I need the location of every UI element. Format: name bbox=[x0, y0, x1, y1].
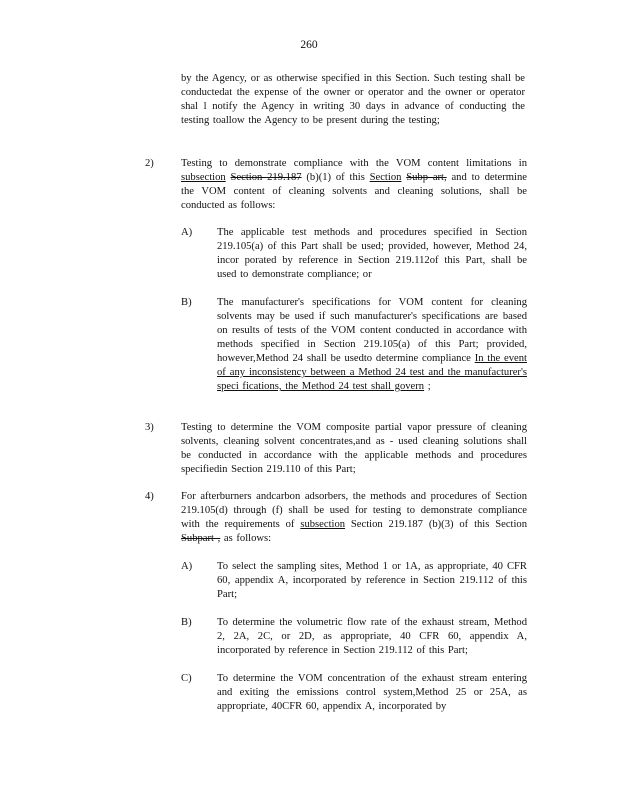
item-4-text-b: Section 219.187 (b)(3) of this Section bbox=[345, 519, 527, 530]
item-4c-label: C) bbox=[181, 673, 192, 684]
item-2-text-e: and to determine the VOM content of cleaning solvents and cleaning solutions, shall be conducted as follows: bbox=[181, 172, 527, 211]
item-2a-paragraph: The applicable test methods and procedures specified in Section 219.105(a) of this Part shall be used; provided, however, Method 24, incor porated by reference in Section 219.112of this Part, shall be used to demonstrate compliance; or bbox=[217, 227, 527, 280]
item-2b-tail: ; bbox=[424, 381, 431, 392]
item-2-deletion-2: Subp art, bbox=[406, 172, 447, 183]
item-2b-label: B) bbox=[181, 297, 192, 308]
item-4b-paragraph: To determine the volumetric flow rate of the exhaust stream, Method 2, 2A, 2C, or 2D, as appropriate, 40 CFR 60, appendix A, incorporated by reference in Section 219.112 of this Part; bbox=[217, 617, 527, 656]
item-2b-text: The manufacturer's specifications for VOM content for cleaning solvents may be used if such manufacturer's specifications are based on results of tests of the VOM content conducted in accordance with methods specified in Section 219.105(a) of this Part; provided, however,Method 24 shall be usedto determine compliance bbox=[217, 297, 527, 364]
item-2-label: 2) bbox=[145, 158, 154, 169]
item-2-insertion-2: Section bbox=[369, 172, 402, 183]
item-4c-paragraph: To determine the VOM concentration of the exhaust stream entering and exiting the emissions control system,Method 25 or 25A, as appropriate, 40CFR 60, appendix A, incorporated by bbox=[217, 673, 527, 712]
item-4-text-a: For afterburners andcarbon adsorbers, the methods and procedures of Section 219.105(d) through (f) shall be used for testing to demonstrate compliance with the requirements of bbox=[181, 491, 527, 530]
item-4-label: 4) bbox=[145, 491, 154, 502]
item-4-text-c: as follows: bbox=[220, 533, 272, 544]
item-2-text-a: Testing to demonstrate compliance with the VOM content limitations in bbox=[181, 158, 527, 169]
item-3-paragraph: Testing to determine the VOM composite partial vapor pressure of cleaning solvents, cleaning solvent concentrates,and as - used cleaning solutions shall be conducted in accordance with the applicable methods and procedures specifiedin Section 219.110 of this Part; bbox=[181, 422, 527, 475]
item-4-paragraph bbox=[181, 490, 527, 546]
item-2a-label: A) bbox=[181, 227, 193, 238]
item-4-deletion-1: Subpart , bbox=[181, 533, 221, 544]
item-2-paragraph bbox=[181, 157, 527, 213]
item-2-text-c: (b)(1) of this bbox=[301, 172, 370, 183]
item-4a-label: A) bbox=[181, 561, 193, 572]
item-3-label: 3) bbox=[145, 422, 154, 433]
item-2b-paragraph bbox=[217, 296, 527, 394]
item-2b-insertion: In the event of any inconsistency between a Method 24 test and the manufacturer's speci fications, the Method 24 test shall govern bbox=[217, 353, 527, 392]
page-number: 260 bbox=[300, 39, 318, 51]
item-4-insertion-1: subsection bbox=[300, 519, 346, 530]
item-2-deletion-1: Section 219.187 bbox=[230, 172, 302, 183]
item-2-insertion-1: subsection bbox=[181, 172, 226, 183]
item-4a-paragraph: To select the sampling sites, Method 1 or 1A, as appropriate, 40 CFR 60, appendix A, incorporated by reference in Section 219.112 of this Part; bbox=[217, 561, 527, 600]
continuation-paragraph: by the Agency, or as otherwise specified in this Section. Such testing shall be conductedat the expense of the owner or operator and the owner or operator shal l notify the Agency in writing 30 days in advance of conducting the testing toallow the Agency to be present during the testing; bbox=[181, 73, 525, 126]
item-4b-label: B) bbox=[181, 617, 192, 628]
